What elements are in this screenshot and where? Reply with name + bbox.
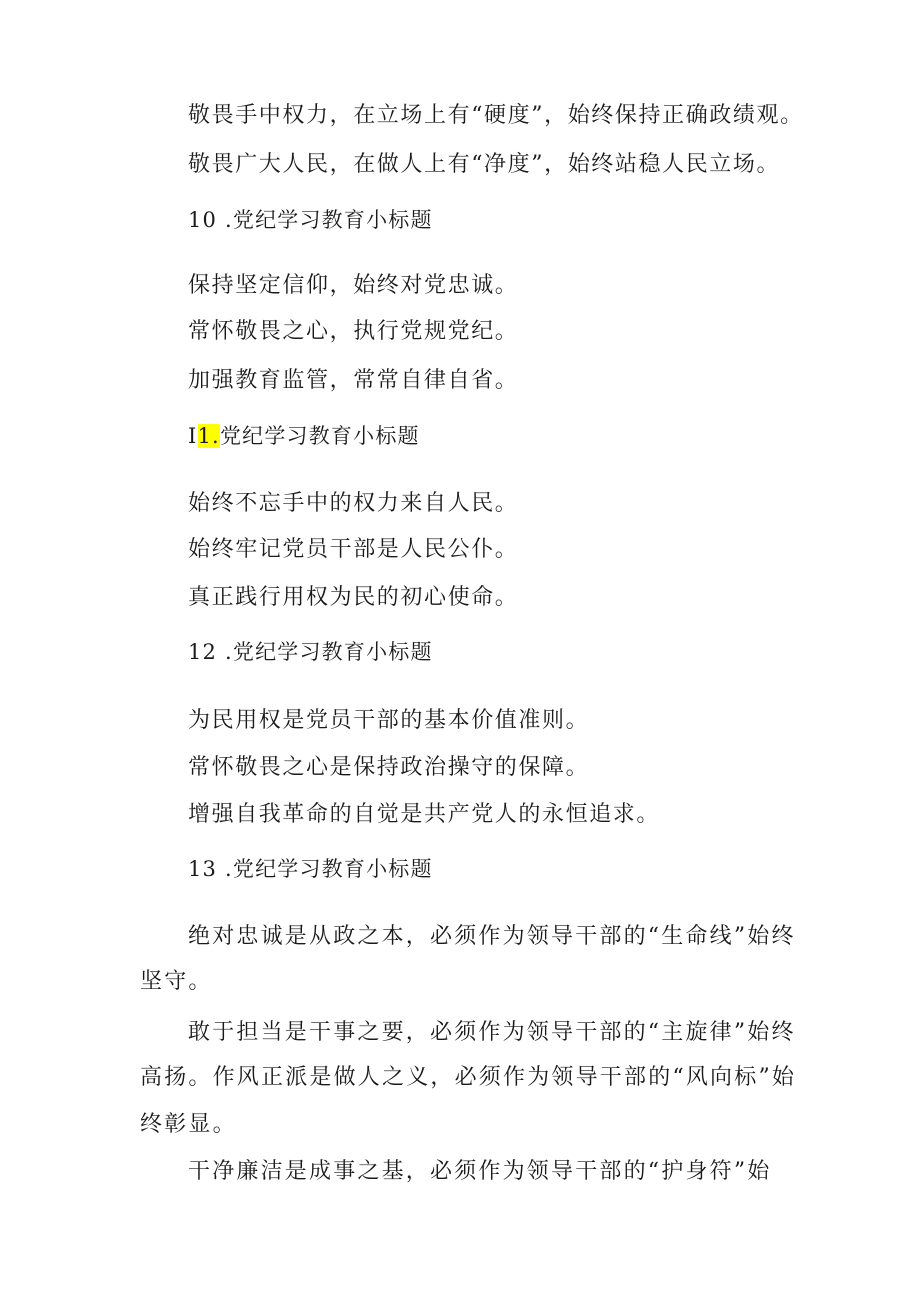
paragraph-line: 坚守。 — [140, 969, 213, 994]
heading-text: 党纪学习教育小标题 — [219, 424, 420, 448]
paragraph-line: 敬畏手中权力，在立场上有“硬度”，始终保持正确政绩观。 — [188, 103, 804, 128]
paragraph-line: 增强自我革命的自觉是共产党人的永恒追求。 — [188, 802, 661, 827]
paragraph-line: 绝对忠诚是从政之本，必须作为领导干部的“生命线”始终 — [188, 924, 796, 949]
section-heading-13: 13 .党纪学习教育小标题 — [188, 857, 433, 881]
paragraph-line: 为民用权是党员干部的基本价值准则。 — [188, 708, 590, 733]
paragraph-line: 常怀敬畏之心，执行党规党纪。 — [188, 319, 519, 344]
heading-prefix: I — [188, 424, 198, 448]
paragraph-line: 干净廉洁是成事之基，必须作为领导干部的“护身符”始 — [188, 1159, 772, 1184]
paragraph-line: 真正践行用权为民的初心使命。 — [188, 585, 519, 610]
paragraph-line: 敢于担当是干事之要，必须作为领导干部的“主旋律”始终 — [188, 1020, 796, 1045]
paragraph-line: 终彰显。 — [140, 1112, 237, 1137]
highlighted-number: 1. — [197, 424, 220, 448]
section-heading-11 — [188, 421, 420, 451]
paragraph-line: 始终牢记党员干部是人民公仆。 — [188, 537, 519, 562]
paragraph-line: 常怀敬畏之心是保持政治操守的保障。 — [188, 755, 590, 780]
paragraph-line: 始终不忘手中的权力来自人民。 — [188, 491, 519, 516]
section-heading-10: 10 .党纪学习教育小标题 — [188, 208, 433, 232]
paragraph-line: 加强教育监管，常常自律自省。 — [188, 368, 519, 393]
paragraph-line: 保持坚定信仰，始终对党忠诚。 — [188, 273, 519, 298]
section-heading-12: 12 .党纪学习教育小标题 — [188, 640, 433, 664]
paragraph-line: 敬畏广大人民，在做人上有“净度”，始终站稳人民立场。 — [188, 152, 781, 177]
paragraph-line: 高扬。作风正派是做人之义，必须作为领导干部的“风向标”始 — [140, 1065, 797, 1090]
